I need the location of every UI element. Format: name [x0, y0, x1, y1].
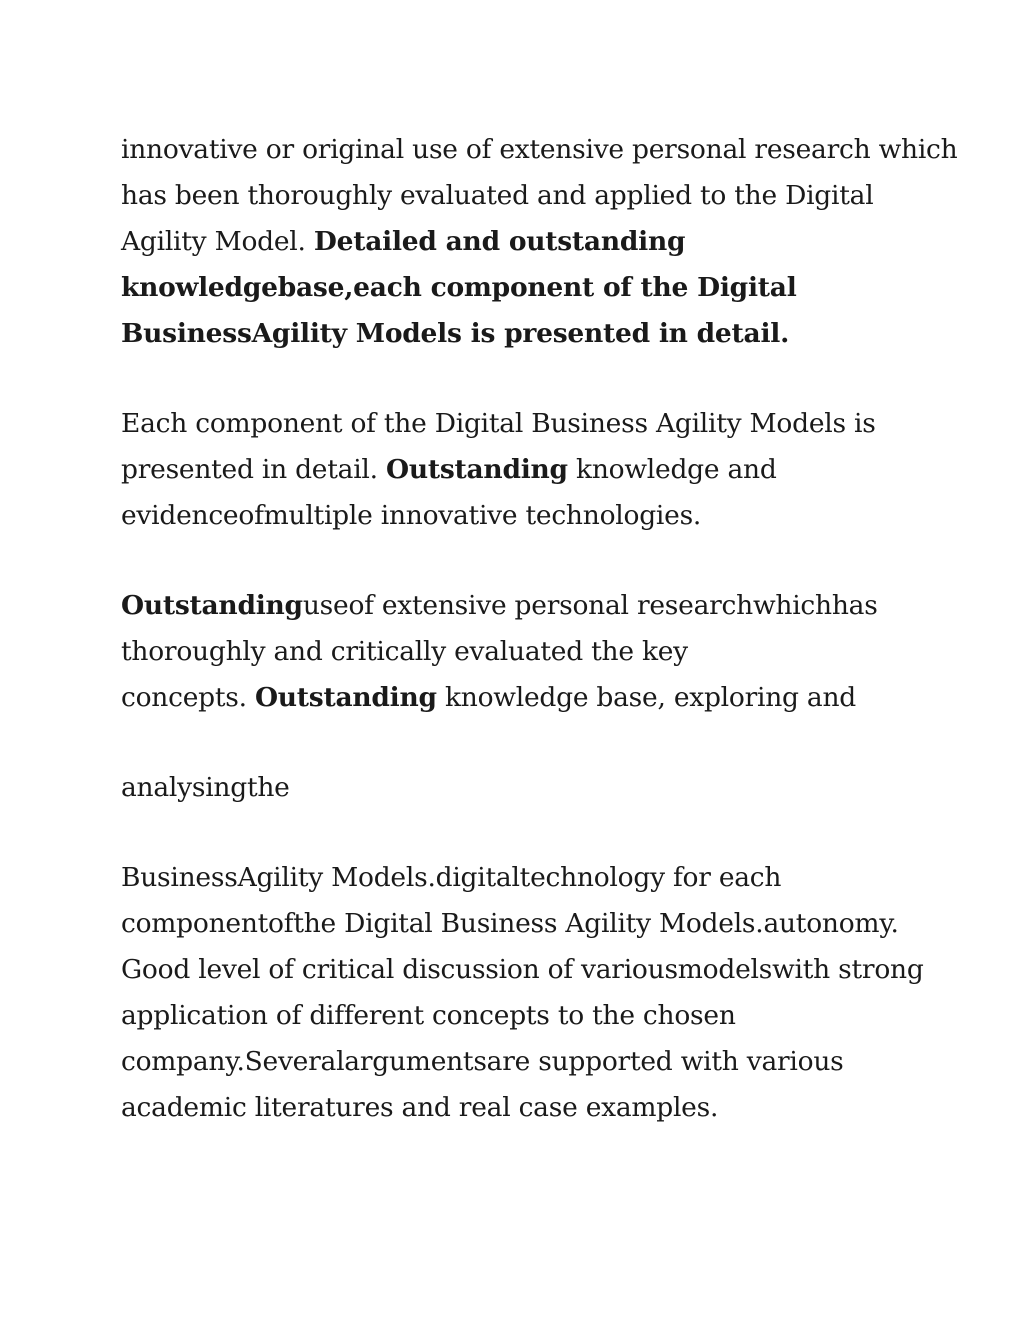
- document-body: [121, 127, 958, 1175]
- body-text: thoroughly and critically evaluated the key: [121, 636, 688, 667]
- paragraph: [121, 765, 921, 811]
- text-line: [121, 675, 921, 721]
- text-line: [121, 173, 921, 219]
- body-text: academic literatures and real case examples.: [121, 1092, 719, 1123]
- body-text: has been thoroughly evaluated and applied to the Digital: [121, 180, 874, 211]
- body-text: presented in detail.: [121, 454, 386, 485]
- bold-text: Outstanding: [254, 682, 437, 713]
- bold-text: knowledgebase,each component of the Digital: [121, 272, 797, 303]
- text-line: [121, 901, 921, 947]
- text-line: [121, 127, 958, 173]
- text-line: [121, 993, 921, 1039]
- text-line: [121, 583, 921, 629]
- bold-text: BusinessAgility Models is presented in detail.: [121, 318, 790, 349]
- text-line: [121, 311, 921, 357]
- text-line: [121, 447, 921, 493]
- body-text: innovative or original use of extensive personal research which: [121, 134, 958, 165]
- body-text: Good level of critical discussion of variousmodelswith strong: [121, 954, 924, 985]
- text-line: [121, 855, 921, 901]
- text-line: [121, 765, 921, 811]
- bold-text: Outstanding: [386, 454, 568, 485]
- text-line: [121, 1039, 921, 1085]
- body-text: knowledge base, exploring and: [436, 682, 857, 713]
- bold-text: Detailed and outstanding: [313, 226, 686, 257]
- text-line: [121, 401, 921, 447]
- body-text: Each component of the Digital Business Agility Models is: [121, 408, 876, 439]
- body-text: company.Severalargumentsare supported with various: [121, 1046, 844, 1077]
- body-text: BusinessAgility Models.digitaltechnology for each: [121, 862, 782, 893]
- body-text: knowledge and: [567, 454, 777, 485]
- body-text: application of different concepts to the chosen: [121, 1000, 736, 1031]
- text-line: [121, 947, 924, 993]
- paragraph: [121, 855, 924, 1131]
- text-line: [121, 629, 921, 675]
- text-line: [121, 265, 921, 311]
- text-line: [121, 1085, 921, 1131]
- body-text: componentofthe Digital Business Agility Models.autonomy.: [121, 908, 899, 939]
- body-text: Agility Model.: [121, 226, 314, 257]
- body-text: analysingthe: [121, 772, 290, 803]
- paragraph: [121, 127, 958, 357]
- paragraph: [121, 401, 921, 539]
- text-line: [121, 219, 921, 265]
- body-text: concepts.: [121, 682, 255, 713]
- body-text: useof extensive personal researchwhichhas: [302, 590, 878, 621]
- body-text: evidenceofmultiple innovative technologies.: [121, 500, 702, 531]
- paragraph: [121, 583, 921, 721]
- bold-text: Outstanding: [121, 590, 303, 621]
- text-line: [121, 493, 921, 539]
